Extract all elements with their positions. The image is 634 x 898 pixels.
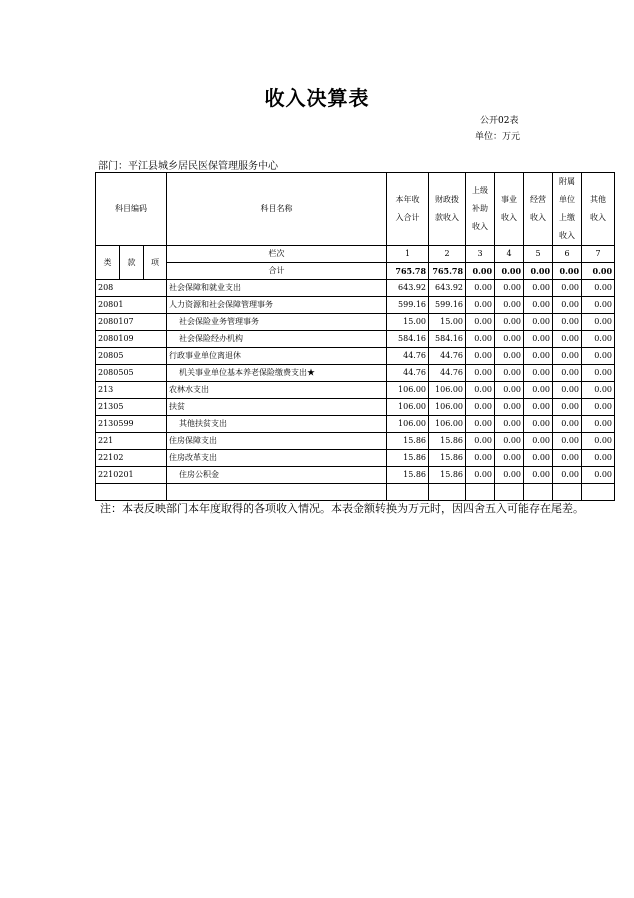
total-label: 合计 [167,263,387,280]
col-header-text: 款收入 [435,213,460,222]
table-row [96,365,615,382]
empty-cell [553,484,582,501]
subject-name: 其他扶贫支出 [167,416,387,433]
table-row [96,297,615,314]
subject-code: 208 [96,280,167,297]
col-header-text: 上级 [472,186,489,195]
amount-cell: 0.00 [553,348,582,365]
amount-cell: 15.00 [429,314,466,331]
amount-cell: 0.00 [495,433,524,450]
subject-code: 221 [96,433,167,450]
total-value: 0.00 [553,263,582,280]
table-row [96,382,615,399]
amount-cell: 0.00 [582,382,615,399]
subject-name: 扶贫 [167,399,387,416]
xiang-header: 项 [144,246,167,280]
empty-cell [96,484,167,501]
col-header-5 [524,173,553,246]
col-header-1 [387,173,429,246]
header-row [96,173,615,246]
amount-cell: 44.76 [387,348,429,365]
col-header-text: 入合计 [395,213,420,222]
total-value: 0.00 [495,263,524,280]
col-num: 4 [495,246,524,263]
amount-cell: 0.00 [582,348,615,365]
amount-cell: 0.00 [524,314,553,331]
col-header-2 [429,173,466,246]
amount-cell: 0.00 [495,399,524,416]
amount-cell: 0.00 [495,348,524,365]
amount-cell: 0.00 [582,450,615,467]
amount-cell: 15.86 [429,433,466,450]
amount-cell: 0.00 [466,297,495,314]
code-header: 科目编码 [96,173,167,246]
table-row [96,348,615,365]
col-num: 6 [553,246,582,263]
subject-name: 住房改革支出 [167,450,387,467]
subject-name: 人力资源和社会保障管理事务 [167,297,387,314]
amount-cell: 0.00 [524,297,553,314]
subject-name: 社会保险业务管理事务 [167,314,387,331]
empty-cell [387,484,429,501]
amount-cell: 0.00 [495,416,524,433]
amount-cell: 0.00 [495,280,524,297]
amount-cell: 0.00 [524,348,553,365]
form-number: 公开02表 [480,116,519,126]
amount-cell: 15.86 [387,433,429,450]
col-header-text: 本年收 [395,195,420,204]
col-header-7 [582,173,615,246]
amount-cell: 0.00 [553,416,582,433]
amount-cell: 0.00 [582,297,615,314]
table-row [96,314,615,331]
col-num: 7 [582,246,615,263]
amount-cell: 0.00 [553,331,582,348]
amount-cell: 0.00 [582,467,615,484]
col-header-6 [553,173,582,246]
amount-cell: 106.00 [387,382,429,399]
amount-cell: 0.00 [582,314,615,331]
subject-name: 行政事业单位离退休 [167,348,387,365]
col-header-text: 其他 [590,195,607,204]
amount-cell: 0.00 [524,433,553,450]
amount-cell: 0.00 [495,314,524,331]
col-header-4 [495,173,524,246]
amount-cell: 0.00 [466,399,495,416]
col-num: 1 [387,246,429,263]
subject-code: 22102 [96,450,167,467]
amount-cell: 0.00 [553,314,582,331]
amount-cell: 0.00 [466,365,495,382]
amount-cell: 0.00 [524,450,553,467]
empty-cell [582,484,615,501]
amount-cell: 0.00 [495,450,524,467]
amount-cell: 0.00 [495,382,524,399]
amount-cell: 0.00 [466,467,495,484]
table-row [96,450,615,467]
amount-cell: 0.00 [466,280,495,297]
table-row [96,433,615,450]
amount-cell: 0.00 [495,297,524,314]
amount-cell: 0.00 [553,365,582,382]
amount-cell: 0.00 [524,467,553,484]
amount-cell: 643.92 [429,280,466,297]
col-num: 3 [466,246,495,263]
col-header-text: 收入 [559,231,576,240]
amount-cell: 106.00 [429,382,466,399]
amount-cell: 0.00 [466,314,495,331]
amount-cell: 15.86 [387,450,429,467]
empty-cell [429,484,466,501]
amount-cell: 0.00 [524,382,553,399]
amount-cell: 599.16 [387,297,429,314]
subject-name: 住房公积金 [167,467,387,484]
amount-cell: 599.16 [429,297,466,314]
amount-cell: 0.00 [582,365,615,382]
subject-name: 社会保障和就业支出 [167,280,387,297]
amount-cell: 0.00 [524,399,553,416]
footnote: 注：本表反映部门本年度取得的各项收入情况。本表金额转换为万元时，因四舍五入可能存在尾差。 [100,502,584,515]
amount-cell: 0.00 [466,382,495,399]
amount-cell: 0.00 [524,331,553,348]
empty-row [96,484,615,501]
total-row [96,263,615,280]
col-header-text: 收入 [501,213,518,222]
col-header-text: 补助 [472,204,489,213]
amount-cell: 0.00 [495,467,524,484]
amount-cell: 584.16 [387,331,429,348]
col-header-text: 财政拨 [435,195,460,204]
amount-cell: 0.00 [466,416,495,433]
subject-code: 2080107 [96,314,167,331]
col-header-3 [466,173,495,246]
kuan-header: 款 [120,246,144,280]
subject-code: 2080505 [96,365,167,382]
amount-cell: 0.00 [582,433,615,450]
table-row [96,331,615,348]
total-value: 765.78 [387,263,429,280]
amount-cell: 0.00 [466,348,495,365]
lanci-row [96,246,615,263]
amount-cell: 44.76 [387,365,429,382]
subject-name: 住房保障支出 [167,433,387,450]
col-header-text: 收入 [590,213,607,222]
amount-cell: 0.00 [524,365,553,382]
unit-label: 单位：万元 [475,132,521,142]
amount-cell: 584.16 [429,331,466,348]
col-header-text: 上缴 [559,213,576,222]
amount-cell: 0.00 [582,280,615,297]
amount-cell: 106.00 [429,416,466,433]
table-row [96,399,615,416]
amount-cell: 0.00 [466,433,495,450]
amount-cell: 0.00 [553,467,582,484]
department-label: 部门：平江县城乡居民医保管理服务中心 [98,161,278,172]
amount-cell: 15.86 [429,450,466,467]
table-row [96,467,615,484]
amount-cell: 15.86 [387,467,429,484]
amount-cell: 0.00 [553,399,582,416]
amount-cell: 0.00 [553,297,582,314]
subject-code: 2210201 [96,467,167,484]
col-header-text: 收入 [472,222,489,231]
total-value: 765.78 [429,263,466,280]
empty-cell [466,484,495,501]
col-header-text: 附属 [559,177,576,186]
amount-cell: 106.00 [429,399,466,416]
empty-cell [167,484,387,501]
amount-cell: 0.00 [553,433,582,450]
income-table [95,172,615,501]
lanci-label: 栏次 [167,246,387,263]
amount-cell: 0.00 [466,450,495,467]
amount-cell: 44.76 [429,348,466,365]
subject-code: 213 [96,382,167,399]
col-header-text: 单位 [559,195,576,204]
subject-code: 21305 [96,399,167,416]
subject-name: 社会保险经办机构 [167,331,387,348]
amount-cell: 106.00 [387,416,429,433]
subject-code: 2080109 [96,331,167,348]
table-row [96,416,615,433]
empty-cell [524,484,553,501]
lei-header: 类 [96,246,120,280]
subject-code: 20801 [96,297,167,314]
amount-cell: 0.00 [553,280,582,297]
col-header-text: 事业 [501,195,518,204]
total-value: 0.00 [582,263,615,280]
amount-cell: 0.00 [582,399,615,416]
subject-code: 20805 [96,348,167,365]
table-row [96,280,615,297]
amount-cell: 0.00 [553,382,582,399]
subject-name: 农林水支出 [167,382,387,399]
empty-cell [495,484,524,501]
amount-cell: 0.00 [524,280,553,297]
total-value: 0.00 [524,263,553,280]
amount-cell: 0.00 [495,331,524,348]
subject-code: 2130599 [96,416,167,433]
amount-cell: 15.00 [387,314,429,331]
amount-cell: 106.00 [387,399,429,416]
total-value: 0.00 [466,263,495,280]
col-num: 5 [524,246,553,263]
report-title: 收入决算表 [264,86,370,110]
col-header-text: 经营 [530,195,547,204]
col-num: 2 [429,246,466,263]
amount-cell: 0.00 [582,331,615,348]
amount-cell: 0.00 [495,365,524,382]
col-header-text: 收入 [530,213,547,222]
amount-cell: 0.00 [582,416,615,433]
name-header: 科目名称 [167,173,387,246]
amount-cell: 643.92 [387,280,429,297]
subject-name: 机关事业单位基本养老保险缴费支出★ [167,365,387,382]
amount-cell: 0.00 [524,416,553,433]
amount-cell: 15.86 [429,467,466,484]
amount-cell: 0.00 [466,331,495,348]
amount-cell: 44.76 [429,365,466,382]
amount-cell: 0.00 [553,450,582,467]
